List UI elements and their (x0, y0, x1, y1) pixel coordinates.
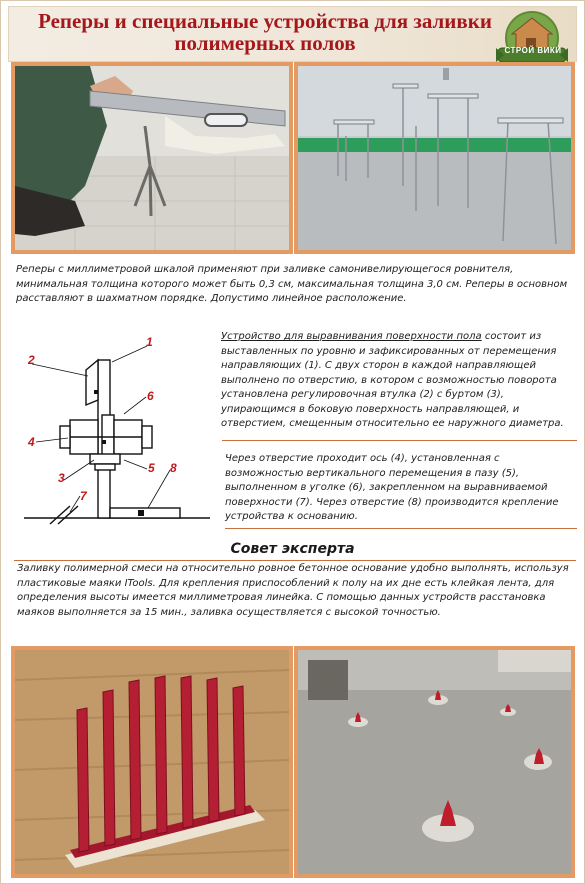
expert-advice-heading: Совет эксперта (230, 541, 355, 557)
red-plastic-beacons-photo (11, 646, 293, 878)
device-description-lead: Устройство для выравнивания поверхности пола (221, 331, 482, 342)
diagram-label-3: 3 (58, 471, 65, 485)
diagram-label-8: 8 (170, 461, 177, 475)
expert-advice-text: Заливку полимерной смеси на относительно ровное бетонное основание удобно выполнять, используя пластиковые маяки ITools. Для крепления приспособлений к полу на их дне есть клейкая лента, для определения высоты имеется миллиметровая линейка. С помощью данных устройств расстановка маяков выполняется за 15 мин., заливка осуществляется с высокой точностью. (17, 563, 569, 618)
diagram-label-4: 4 (28, 435, 35, 449)
divider-line (14, 560, 576, 561)
diagram-label-2: 2 (28, 353, 35, 367)
divider-line (222, 440, 577, 441)
diagram-label-5: 5 (148, 461, 155, 475)
beacons-on-concrete-photo (294, 646, 575, 878)
logo-text: СТРОЙ ВИКИ (504, 46, 562, 55)
diagram-label-1: 1 (146, 335, 153, 349)
device-description-text (221, 330, 577, 432)
device-axis-text: Через отверстие проходит ось (4), установленная с возможностью вертикального перемещения в пазу (5), выполненном в уголке (6), закрепленном на выравниваемой поверхности (7). Через отверстие (8) производится крепление устройства к основанию. (225, 453, 559, 522)
divider-line (225, 528, 577, 529)
plumb-level-and-repers-photo (11, 62, 293, 254)
device-description-body: состоит из выставленных по уровню и зафиксированных от перемещения направляющих (1). С двух сторон в каждой направляющей выполнено по отверстию, в котором с возможностью поворота установлена регулировочная втулка (2) с буртом (3), упирающимся в боковую поверхность направляющей, и отверстием, смещенным относительно ее наружного диаметра. (221, 331, 564, 429)
page-title: Реперы и специальные устройства для заливки полимерных полов (38, 9, 492, 55)
metal-repers-on-floor-photo (294, 62, 575, 254)
diagram-label-7: 7 (80, 489, 87, 503)
diagram-label-6: 6 (147, 389, 154, 403)
leveling-device-diagram (20, 330, 216, 535)
device-drawing (24, 360, 210, 524)
repers-intro-text: Реперы с миллиметровой шкалой применяют при заливке самонивелирующегося ровнителя, минимальная толщина которого может быть 0,3 см, максимальная толщина 3,0 см. Реперы в основном расставляют в шахматном порядке. Допустимо линейное расположение. (16, 264, 568, 304)
